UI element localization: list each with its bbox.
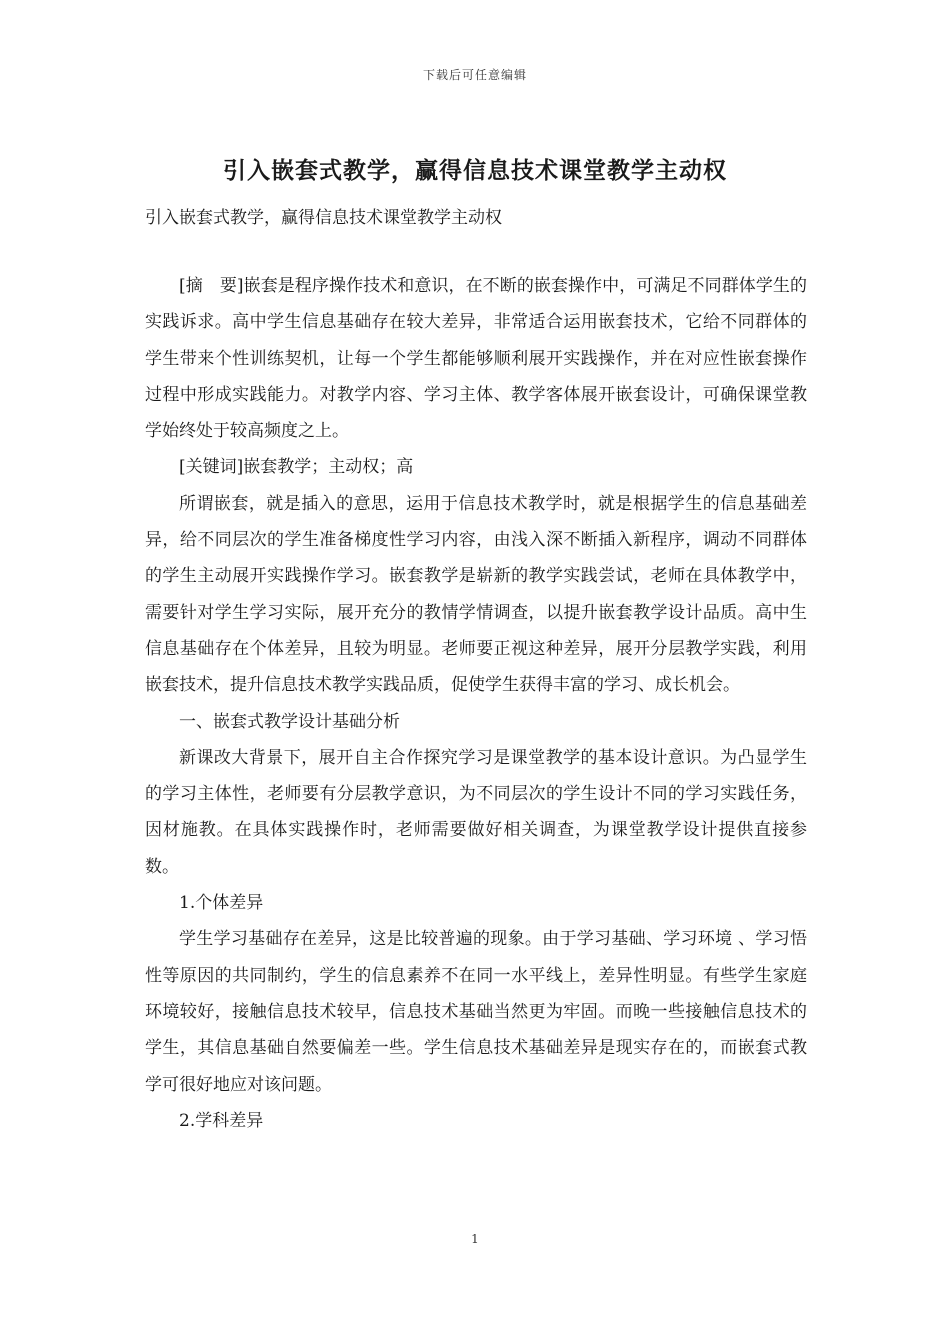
- document-body: [145, 268, 807, 1139]
- document-title: 引入嵌套式教学，赢得信息技术课堂教学主动权: [223, 157, 727, 184]
- document-subtitle: 引入嵌套式教学，赢得信息技术课堂教学主动权: [145, 208, 502, 228]
- section-paragraph: 新课改大背景下，展开自主合作探究学习是课堂教学的基本设计意识。为凸显学生的学习主体性，老师要有分层教学意识，为不同层次的学生设计不同的学习实践任务，因材施教。在具体实践操作时，老师需要做好相关调查，为课堂教学设计提供直接参数。: [145, 747, 807, 877]
- subsection-paragraph: 学生学习基础存在差异，这是比较普遍的现象。由于学习基础、学习环境 、学习悟性等原因的共同制约，学生的信息素养不在同一水平线上，差异性明显。有些学生家庭环境较好，接触信息技术较早，信息技术基础当然更为牢固。而晚一些接触信息技术的学生，其信息基础自然要偏差一些。学生信息技术基础差异是现实存在的，而嵌套式教学可很好地应对该问题。: [145, 929, 807, 1095]
- section-heading: 一、嵌套式教学设计基础分析: [179, 711, 400, 732]
- subsection-heading: 1.个体差异: [179, 893, 264, 914]
- page-number: 1: [471, 1232, 479, 1246]
- abstract-paragraph: [摘 要]嵌套是程序操作技术和意识，在不断的嵌套操作中，可满足不同群体学生的实践诉求。高中学生信息基础存在较大差异，非常适合运用嵌套技术，它给不同群体的学生带来个性训练契机，让每一个学生都能够顺利展开实践操作，并在对应性嵌套操作过程中形成实践能力。对教学内容、学习主体、教学客体展开嵌套设计，可确保课堂教学始终处于较高频度之上。: [145, 276, 807, 442]
- intro-paragraph: 所谓嵌套，就是插入的意思，运用于信息技术教学时，就是根据学生的信息基础差异，给不同层次的学生准备梯度性学习内容，由浅入深不断插入新程序，调动不同群体的学生主动展开实践操作学习。嵌套教学是崭新的教学实践尝试，老师在具体教学中，需要针对学生学习实际，展开充分的教情学情调查，以提升嵌套教学设计品质。高中生信息基础存在个体差异，且较为明显。老师要正视这种差异，展开分层教学实践，利用嵌套技术，提升信息技术教学实践品质，促使学生获得丰富的学习、成长机会。: [145, 493, 807, 696]
- header-note: 下载后可任意编辑: [422, 68, 527, 82]
- keywords-paragraph: [关键词]嵌套教学；主动权；高: [179, 457, 414, 478]
- subsection-heading: 2.学科差异: [179, 1110, 264, 1131]
